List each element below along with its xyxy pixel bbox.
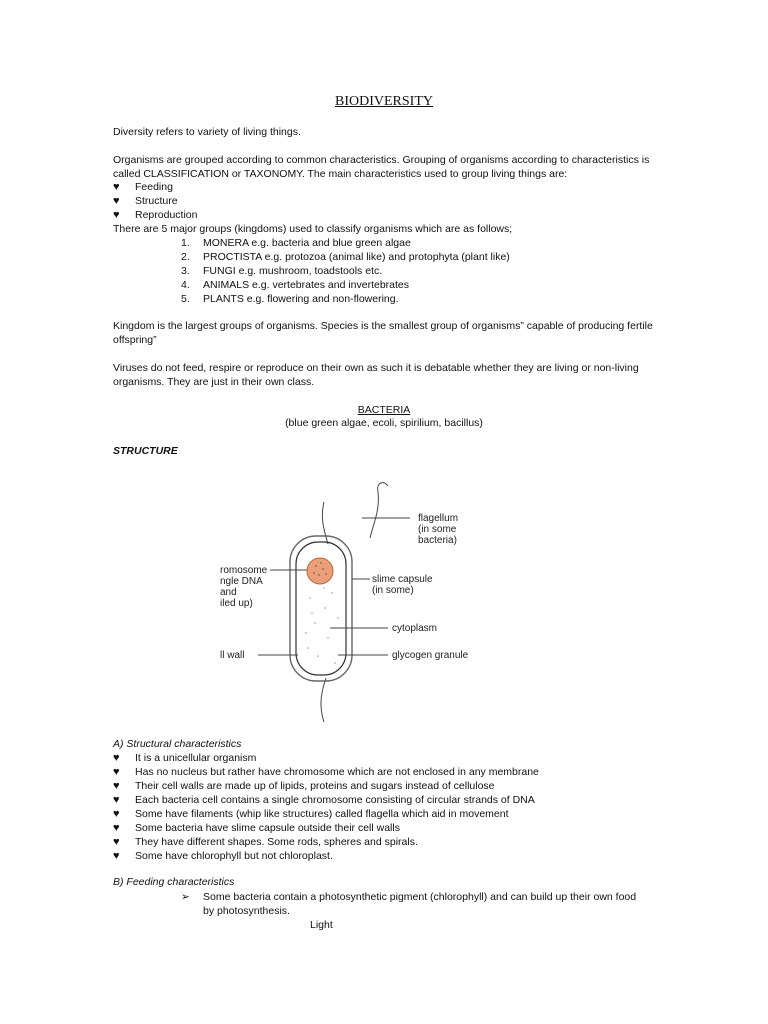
label-chromosome-2: ngle DNA [220,576,263,587]
structure-heading: STRUCTURE [113,445,178,457]
intro-paragraph: Diversity refers to variety of living things. [113,126,301,138]
flagellum-top-2 [370,483,388,538]
structural-item: ♥ Each bacteria cell contains a single chromosome consisting of circular strands of DNA [113,794,535,806]
structural-item: ♥ They have different shapes. Some rods, spheres and spirals. [113,836,418,848]
bacteria-diagram [220,478,550,728]
kingdom-paragraph: Kingdom is the largest groups of organisms. Species is the smallest group of organisms” capable of producing fertile offspring” [113,320,653,346]
label-cytoplasm: cytoplasm [392,623,438,634]
arrow-bullet-icon: ➢ [181,891,190,903]
bacteria-subheading: (blue green algae, ecoli, spirilium, bacillus) [285,417,483,429]
label-flagellum-3: bacteria) [418,535,457,546]
label-slime-1: slime capsule [372,574,433,585]
label-cell-wall: ll wall [220,650,245,661]
label-chromosome-4: iled up) [220,598,253,609]
heart-bullet-icon: ♥ [113,780,120,792]
kingdoms-intro: There are 5 major groups (kingdoms) used to classify organisms which are as follows; [113,223,513,235]
light-label: Light [310,919,333,931]
label-slime-2: (in some) [372,585,414,596]
heart-bullet-icon: ♥ [113,794,120,806]
flagellum-bottom [321,678,326,722]
feeding-item-text: Some bacteria contain a photosynthetic pigment (chlorophyll) and can build up their own food by photosynthesis. [203,891,637,917]
label-chromosome-1: romosome [220,565,268,576]
bullet-item: ♥ Feeding [113,181,173,193]
heart-bullet-icon: ♥ [113,209,120,221]
feeding-item [181,890,641,918]
flagellum-top [322,502,328,544]
chromosome-blob [307,558,333,584]
bacteria-heading: BACTERIA [357,404,411,416]
heart-bullet-icon: ♥ [113,752,120,764]
heart-bullet-icon: ♥ [113,808,120,820]
structural-item: ♥ Some have chlorophyll but not chloroplast. [113,850,333,862]
structural-item: ♥ Has no nucleus but rather have chromosome which are not enclosed in any membrane [113,766,539,778]
structural-item: ♥ Their cell walls are made up of lipids, proteins and sugars instead of cellulose [113,780,495,792]
heart-bullet-icon: ♥ [113,836,120,848]
bullet-item: ♥ Structure [113,195,178,207]
structural-heading: A) Structural characteristics [113,738,242,750]
classification-paragraph: Organisms are grouped according to common characteristics. Grouping of organisms according to characteristics is called CLASSIFICATION or TAXONOMY. The main characteristics used to group living things are: [113,154,650,180]
feeding-heading: B) Feeding characteristics [113,876,235,888]
heart-bullet-icon: ♥ [113,822,120,834]
bullet-item: ♥ Reproduction [113,209,198,221]
label-flagellum-1: flagellum [418,513,459,524]
heart-bullet-icon: ♥ [113,766,120,778]
kingdom-item: 1. MONERA e.g. bacteria and blue green algae [181,237,411,249]
structural-item: ♥ Some have filaments (whip like structures) called flagella which aid in movement [113,808,509,820]
heart-bullet-icon: ♥ [113,181,120,193]
kingdom-item: 3. FUNGI e.g. mushroom, toadstools etc. [181,265,383,277]
label-glycogen: glycogen granule [392,650,469,661]
structural-item: ♥ Some bacteria have slime capsule outside their cell walls [113,822,400,834]
label-flagellum-2: (in some [418,524,457,535]
virus-paragraph: Viruses do not feed, respire or reproduce on their own as such it is debatable whether they are living or non-living organisms. They are just in their own class. [113,362,639,388]
structural-item: ♥ It is a unicellular organism [113,752,257,764]
page-title: BIODIVERSITY [335,94,433,109]
kingdom-item: 2. PROCTISTA e.g. protozoa (animal like) and protophyta (plant like) [181,251,510,263]
kingdom-item: 5. PLANTS e.g. flowering and non-flowering. [181,293,399,305]
kingdom-item: 4. ANIMALS e.g. vertebrates and invertebrates [181,279,410,291]
label-chromosome-3: and [220,587,237,598]
heart-bullet-icon: ♥ [113,850,120,862]
heart-bullet-icon: ♥ [113,195,120,207]
